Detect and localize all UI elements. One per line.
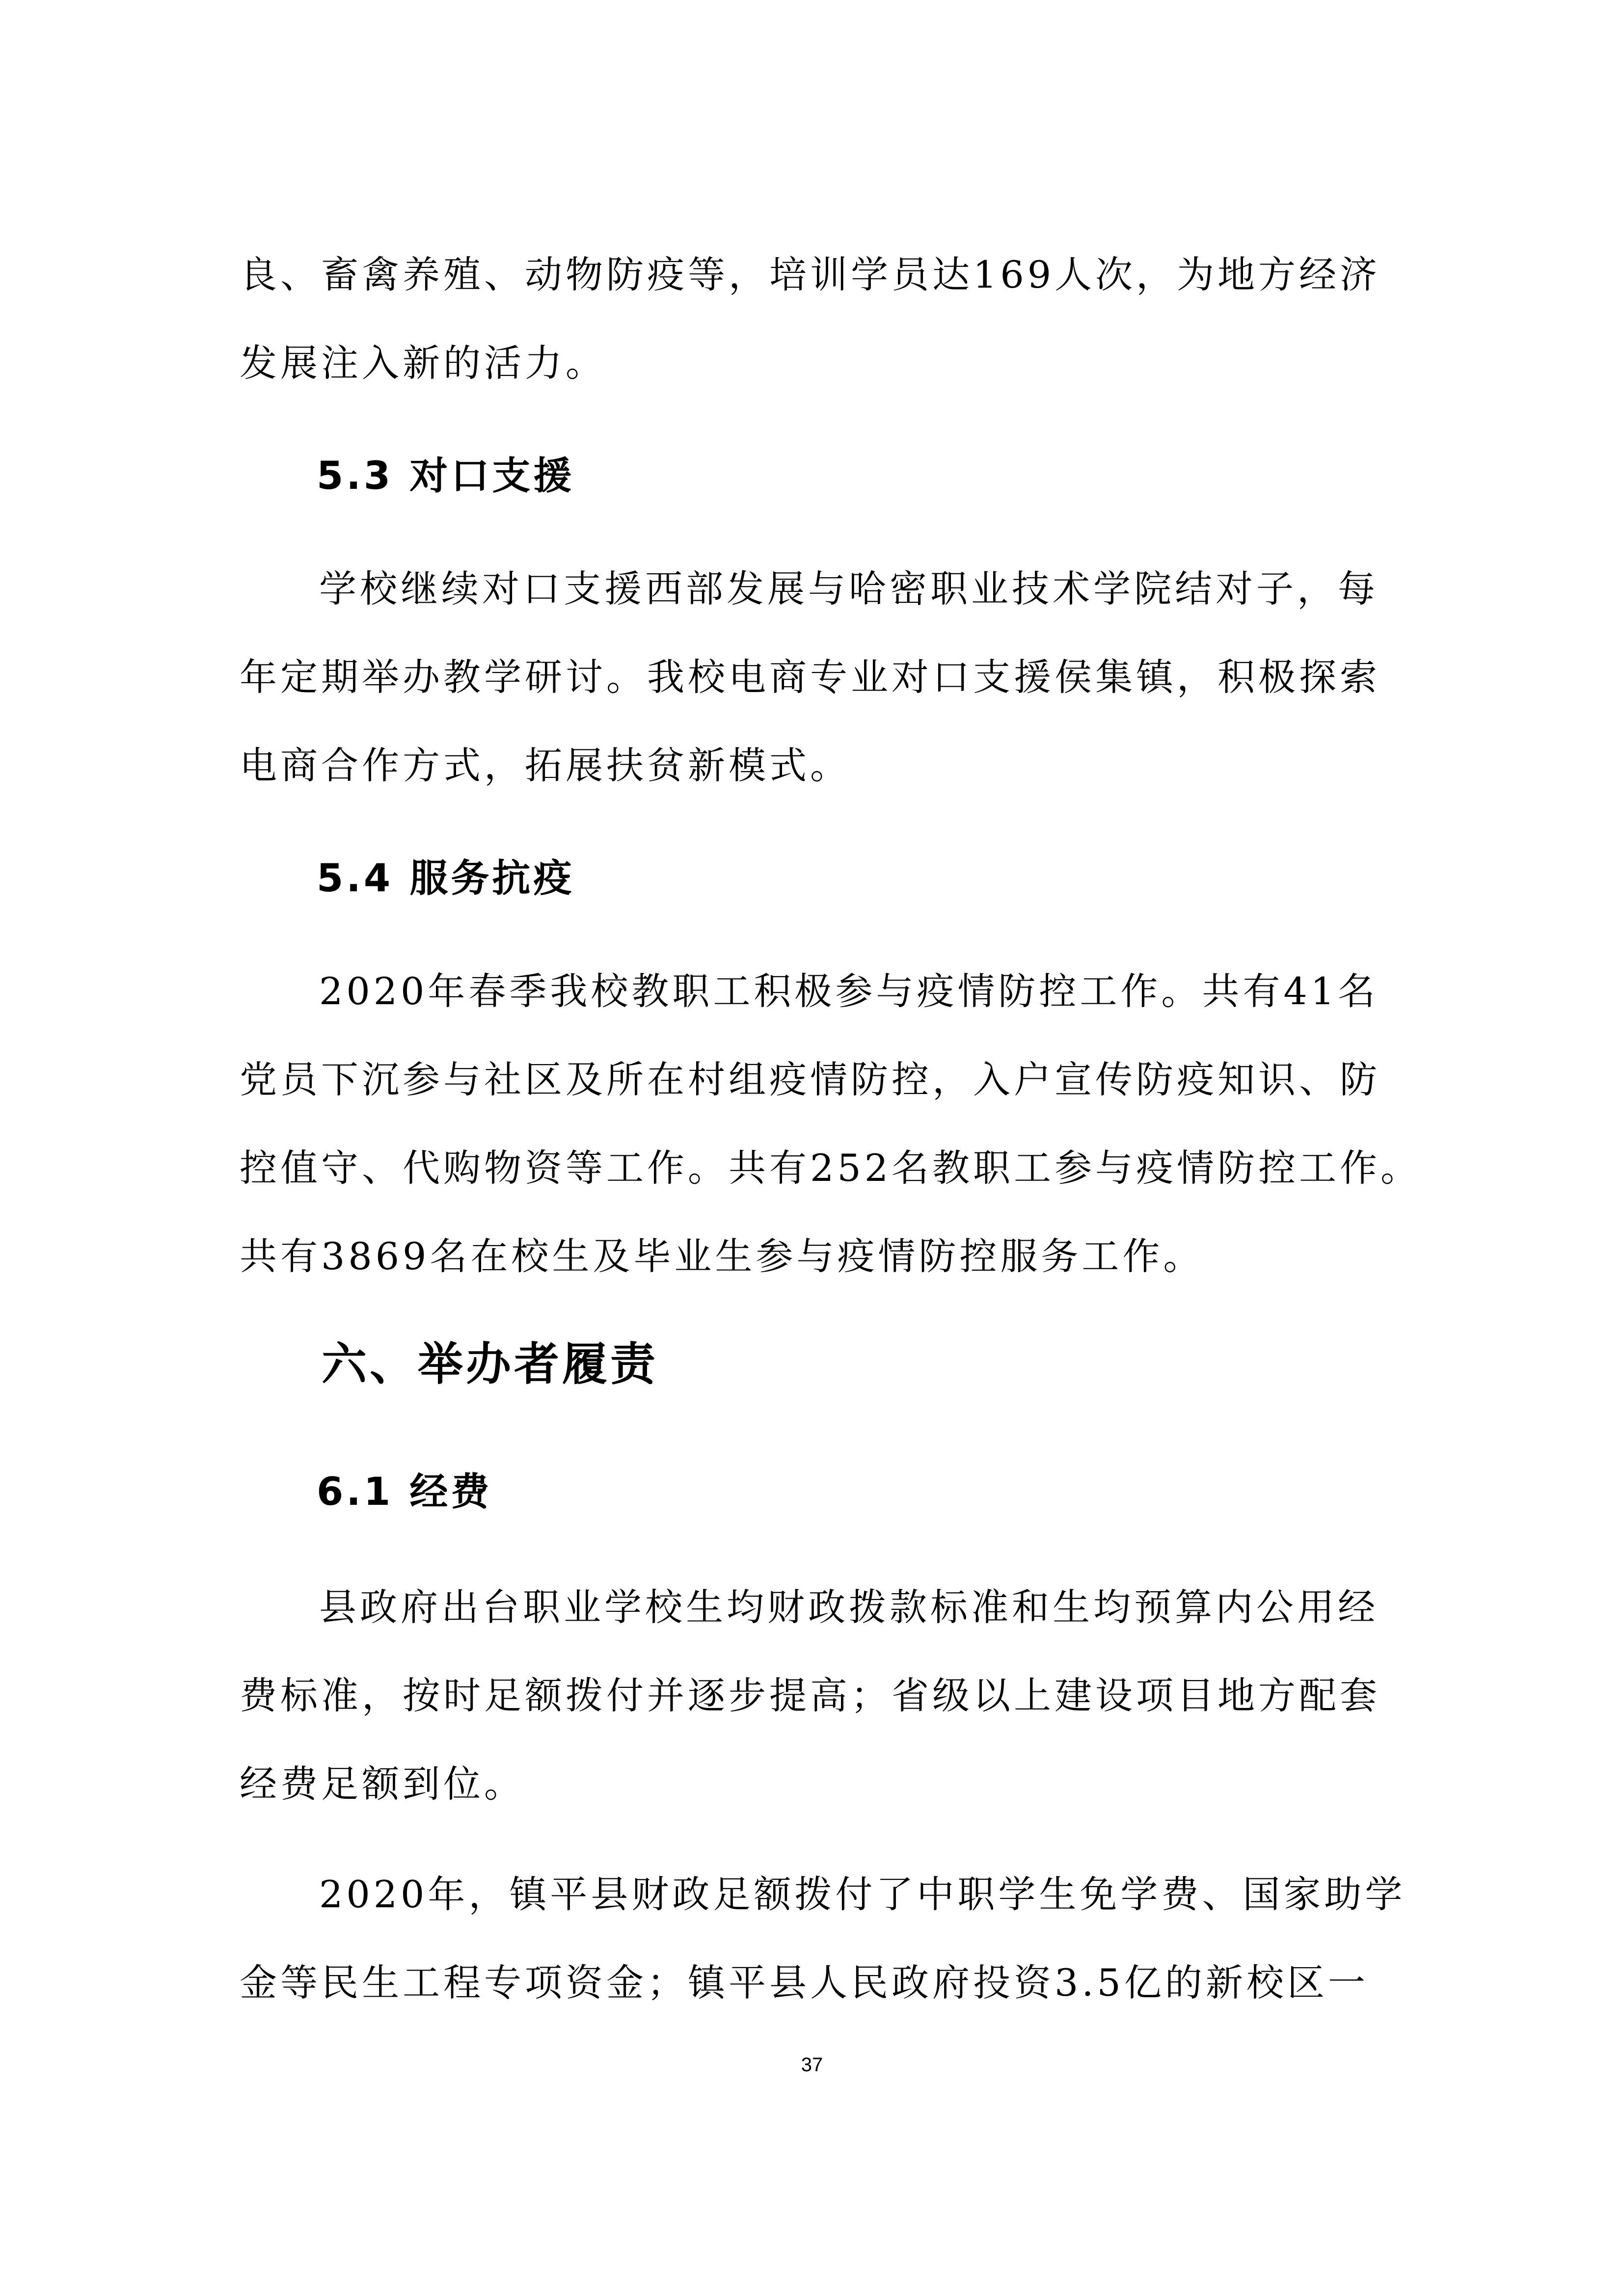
paragraph-line: 年定期举办教学研讨。我校电商专业对口支援侯集镇，积极探索 [240, 655, 1380, 699]
paragraph-line: 县政府出台职业学校生均财政拨款标准和生均预算内公用经 [319, 1585, 1379, 1629]
paragraph-line: 良、畜禽养殖、动物防疫等，培训学员达169人次，为地方经济 [240, 253, 1381, 296]
chapter-heading-6: 六、举办者履责 [322, 1338, 659, 1390]
page-number: 37 [801, 2054, 823, 2076]
section-heading-6-1: 6.1 经费 [317, 1470, 492, 1514]
paragraph-line: 电商合作方式，拓展扶贫新模式。 [240, 744, 851, 787]
paragraph-line: 经费足额到位。 [240, 1762, 525, 1806]
paragraph-line: 费标准，按时足额拨付并逐步提高；省级以上建设项目地方配套 [240, 1674, 1380, 1717]
section-heading-5-3: 5.3 对口支援 [317, 454, 575, 498]
paragraph-line: 学校继续对口支援西部发展与哈密职业技术学院结对子，每 [319, 567, 1379, 611]
section-heading-5-4: 5.4 服务抗疫 [317, 856, 575, 901]
paragraph-line: 2020年，镇平县财政足额拨付了中职学生免学费、国家助学 [319, 1872, 1406, 1916]
paragraph-line: 2020年春季我校教职工积极参与疫情防控工作。共有41名 [319, 969, 1379, 1013]
paragraph-line: 发展注入新的活力。 [240, 341, 606, 385]
paragraph-line: 金等民生工程专项资金；镇平县人民政府投资3.5亿的新校区一 [240, 1961, 1369, 2004]
paragraph-line: 共有3869名在校生及毕业生参与疫情防控服务工作。 [240, 1234, 1204, 1278]
paragraph-line: 党员下沉参与社区及所在村组疫情防控，入户宣传防疫知识、防 [240, 1058, 1380, 1101]
paragraph-line: 控值守、代购物资等工作。共有252名教职工参与疫情防控工作。 [240, 1146, 1422, 1190]
